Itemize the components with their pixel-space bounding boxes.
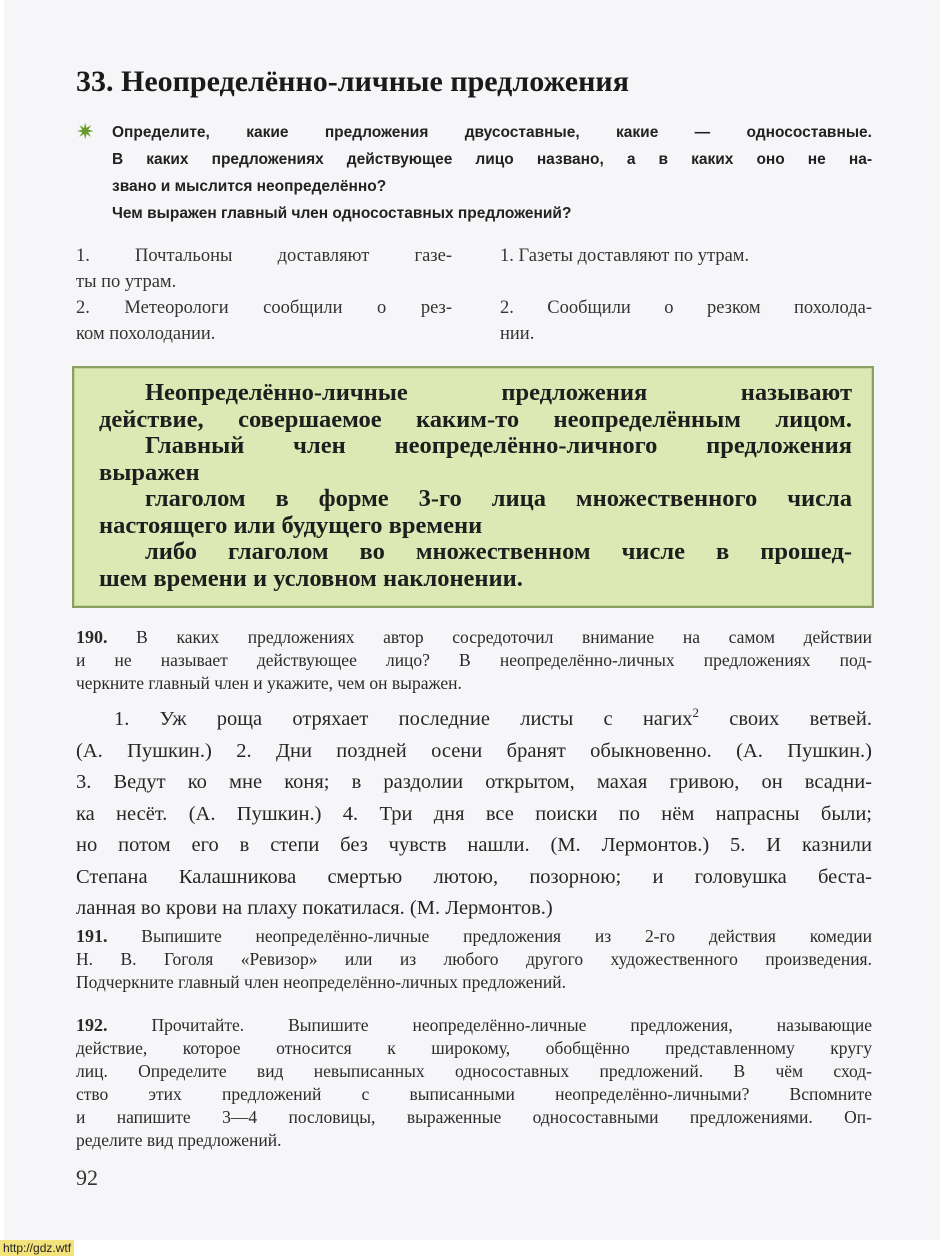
example-line: ты по утрам. (76, 272, 177, 292)
asterisk-star-icon: ✷ (76, 120, 95, 145)
title-section (76, 64, 872, 119)
rule-line: глаголом в форме 3-го лица множественного числа (145, 485, 852, 512)
exercise-line: Прочитайте. Выпишите неопределённо-личные предложения, называющие (151, 1014, 873, 1035)
poem-line: (А. Пушкин.) 2. Дни поздней осени бранят обыкновенно. (А. Пушкин.) (76, 739, 872, 762)
rule-line: либо глаголом во множественном числе в прошед- (145, 538, 852, 565)
task-questions (112, 119, 872, 227)
examples-section (76, 243, 872, 366)
exercise-line: и напишите 3—4 пословицы, выраженные односоставными предложениями. Оп- (76, 1106, 872, 1127)
page-number: 92 (76, 1164, 98, 1190)
rule-line: выражен (99, 458, 200, 486)
example-line: 1. Почтальоны доставляют газе- (76, 246, 452, 266)
exercise-line: действие, которое относится к широкому, обобщённо представленному кругу (76, 1037, 872, 1058)
poem-line: ланная во крови на плаху покатилася. (М. Лермонтов.) (76, 897, 553, 919)
textbook-page (4, 0, 940, 1240)
section-title: 33. Неопределённо-личные предложения (76, 65, 629, 98)
task-line: В каких предложениях действующее лицо названо, а в каких оно не на- (112, 151, 872, 168)
rule-box (72, 366, 874, 608)
exercise-line: ределите вид предложений. (76, 1129, 282, 1150)
example-line: 1. Газеты доставляют по утрам. (500, 246, 750, 266)
poem-line: своих ветвей. (729, 708, 873, 730)
example-line: ком похолодании. (76, 324, 216, 344)
exercise-line: Н. В. Гоголя «Ревизор» или из любого другого художественного произведения. (76, 948, 872, 969)
poem-line: но потом его в степи без чувств нашли. (М. Лермонтов.) 5. И казнили (76, 834, 872, 856)
task-section (76, 119, 872, 243)
exercise-line: В каких предложениях автор сосредоточил внимание на самом действии (136, 627, 873, 647)
exercise-number: 191. (76, 925, 108, 946)
exercise-line: и не называет действующее лицо? В неопределённо-личных предложениях под- (76, 650, 872, 670)
poem-line: 3. Ведут ко мне коня; в раздолии открытом, махая гривою, он всадни- (76, 771, 872, 793)
exercise-number: 192. (76, 1014, 108, 1035)
example-line: 2. Сообщили о резком похолода- (500, 298, 872, 318)
example-line (500, 269, 872, 295)
exercise-line: черкните главный член и укажите, чем он выражен. (76, 673, 462, 693)
task-line: звано и мыслится неопределённо? (112, 178, 387, 195)
exercise-line: Подчеркните главный член неопределённо-личных предложений. (76, 971, 566, 992)
exercise-line: Выпишите неопределённо-личные предложения из 2-го действия комедии (141, 925, 873, 946)
exercise-190-text (76, 704, 872, 925)
exercise-192 (76, 1014, 872, 1164)
poem-line: Степана Калашникова смертью лютою, позорною; и головушка беста- (76, 865, 872, 888)
rule-line: Главный член неопределённо-личного предложения (145, 432, 852, 459)
rule-line: Неопределённо-личные предложения называют (145, 379, 852, 406)
footnote-mark: 2 (692, 705, 700, 721)
task-line: Определите, какие предложения двусоставные, какие — односоставные. (112, 124, 872, 141)
rule-text (99, 380, 852, 592)
exercise-190 (76, 626, 872, 704)
example-line: 2. Метеорологи сообщили о рез- (76, 298, 452, 318)
exercise-number: 190. (76, 627, 108, 647)
example-line: нии. (500, 324, 535, 344)
exercise-191 (76, 925, 872, 1014)
examples-right-column (500, 243, 872, 347)
exercise-line: ство этих предложений с выписанными неопределённо-личными? Вспомните (76, 1083, 872, 1104)
poem-line: ка несёт. (А. Пушкин.) 4. Три дня все поиски по нём напрасны были; (76, 802, 872, 825)
exercise-line: лиц. Определите вид невыписанных односоставных предложений. В чём сход- (76, 1060, 872, 1081)
rule-line: действие, совершаемое каким-то неопределённым лицом. (99, 405, 852, 433)
source-link[interactable]: http://gdz.wtf (0, 1240, 74, 1256)
rule-line: шем времени и условном наклонении. (99, 564, 523, 592)
poem-line: 1. Уж роща отряхает последние листы с нагих (114, 708, 693, 730)
examples-left-column (76, 243, 452, 347)
rule-line: настоящего или будущего времени (99, 511, 483, 539)
task-line: Чем выражен главный член односоставных предложений? (112, 205, 572, 222)
